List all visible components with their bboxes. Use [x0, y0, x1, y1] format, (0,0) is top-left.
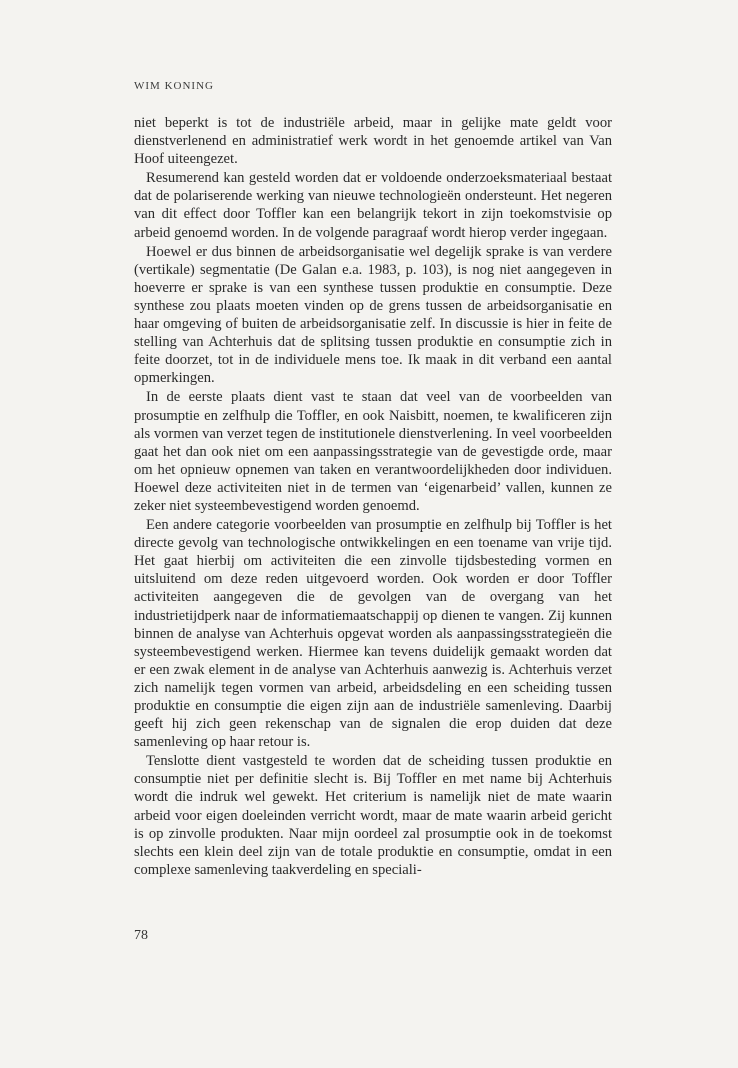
body-text: [134, 114, 612, 880]
paragraph: Resumerend kan gesteld worden dat er voldoende onderzoeksmateriaal bestaat dat de polariserende werking van nieuwe technologieën ondersteunt. Het negeren van dit effect door Toffler kan een belangrijk tekort in zijn toekomstvisie op arbeid genoemd worden. In de volgende paragraaf wordt hierop verder ingegaan.: [134, 170, 612, 241]
paragraph: In de eerste plaats dient vast te staan dat veel van de voorbeelden van prosumptie en zelfhulp die Toffler, en ook Naisbitt, noemen, te kwalificeren zijn als vormen van verzet tegen de institutionele dienstverlening. In veel voorbeelden gaat het dan ook niet om een aanpassingsstrategie van de gevestigde orde, maar om het opnieuw opnemen van taken en verantwoordelijkheden door individuen. Hoewel deze activiteiten niet in de termen van ‘eigenarbeid’ vallen, kunnen ze zeker niet systeembevestigend worden genoemd.: [134, 389, 612, 514]
page-number: 78: [134, 928, 148, 943]
paragraph: Hoewel er dus binnen de arbeidsorganisatie wel degelijk sprake is van verdere (vertikale) segmentatie (De Galan e.a. 1983, p. 103), is nog niet aangegeven in hoeverre er sprake is van een synthese tussen produktie en consumptie. Deze synthese zou plaats moeten vinden op de grens tussen de arbeidsorganisatie en haar omgeving of buiten de arbeidsorganisatie zelf. In discussie is hier in feite de stelling van Achterhuis dat de splitsing tussen produktie en consumptie zich in feite doorzet, tot in de individuele mens toe. Ik maak in dit verband een aantal opmerkingen.: [134, 243, 612, 387]
paragraph: Een andere categorie voorbeelden van prosumptie en zelfhulp bij Toffler is het directe gevolg van technologische ontwikkelingen en een toename van vrije tijd. Het gaat hierbij om activiteiten die een zinvolle tijdsbesteding vormen en uitsluitend om deze reden uitgevoerd worden. Ook worden er door Toffler activiteiten aangegeven die de gevolgen van de overgang van het industrietijdperk naar de informatiemaatschappij op dienen te vangen. Zij kunnen binnen de analyse van Achterhuis opgevat worden als aanpassingsstrategieën die systeembevestigend werken. Hiermee kan tevens duidelijk gemaakt worden dat er een zwak element in de analyse van Achterhuis aanwezig is. Achterhuis verzet zich namelijk tegen vormen van arbeid, arbeidsdeling en een scheiding tussen produktie en consumptie die eigen zijn aan de industriële samenleving. Daarbij geeft hij zich geen rekenschap van de signalen die erop duiden dat deze samenleving op haar retour is.: [134, 517, 612, 751]
paragraph: Tenslotte dient vastgesteld te worden dat de scheiding tussen produktie en consumptie niet per definitie slecht is. Bij Toffler en met name bij Achterhuis wordt die indruk wel gewekt. Het criterium is namelijk niet de mate waarin arbeid voor eigen doeleinden verricht wordt, maar de mate waarin arbeid gericht is op zinvolle produkten. Naar mijn oordeel zal prosumptie ook in de toekomst slechts een klein deel zijn van de totale produktie en consumptie, omdat in een complexe samenleving taakverdeling en speciali-: [134, 753, 612, 878]
running-head: WIM KONING: [134, 80, 214, 92]
paragraph: niet beperkt is tot de industriële arbeid, maar in gelijke mate geldt voor dienstverlenend en administratief werk wordt in het genoemde artikel van Van Hoof uiteengezet.: [134, 115, 612, 168]
